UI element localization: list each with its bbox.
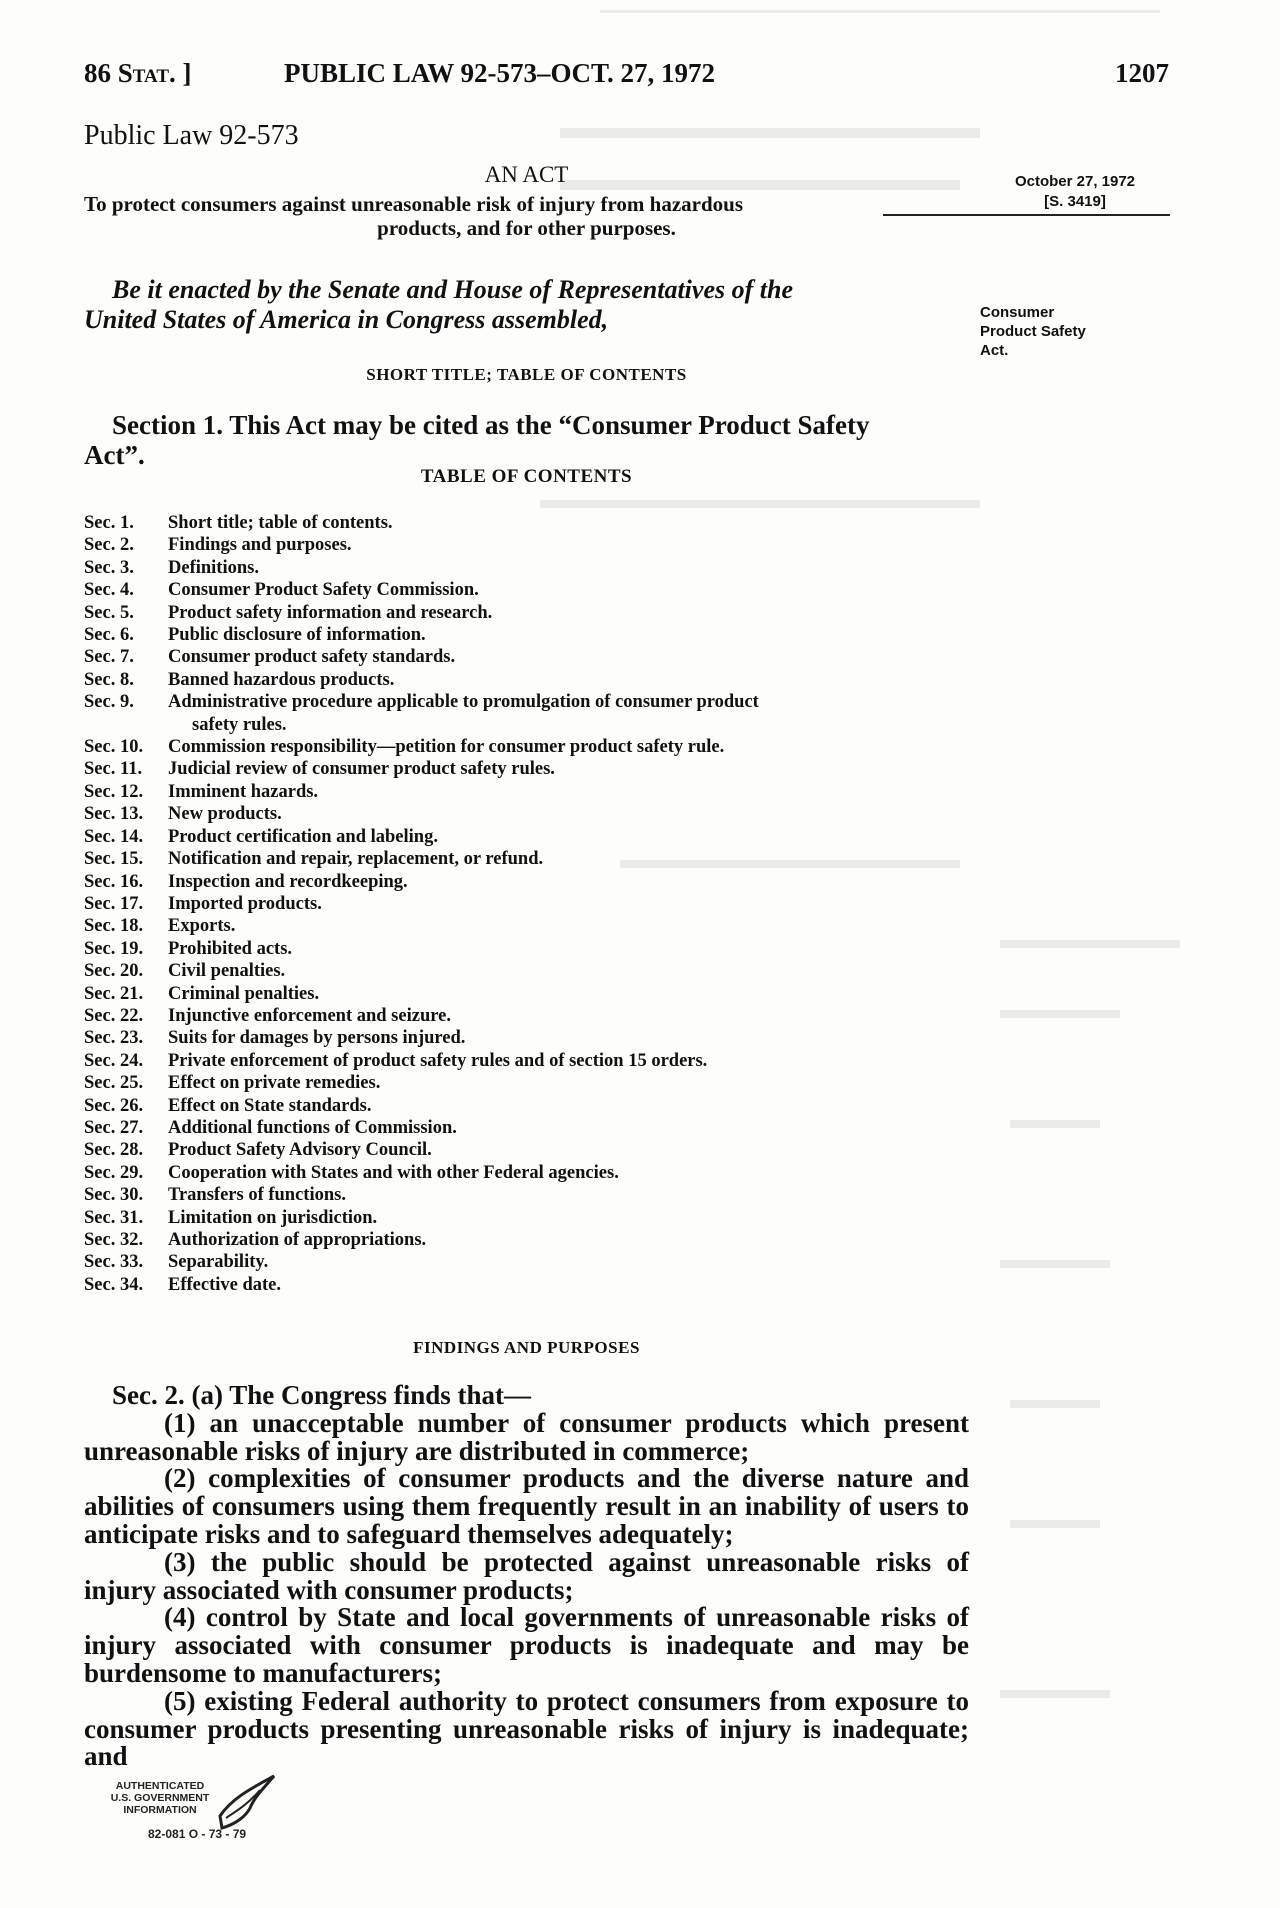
toc-entry	[84, 893, 984, 915]
toc-section-title: Product certification and labeling.	[168, 826, 438, 847]
toc-entry	[84, 1005, 984, 1027]
stamp-line: INFORMATION	[123, 1804, 197, 1816]
act-purpose	[84, 192, 969, 240]
toc-entry	[84, 579, 984, 601]
toc-entry	[84, 848, 984, 870]
toc-section-number: Sec. 1.	[84, 513, 134, 533]
toc-section-number: Sec. 6.	[84, 625, 134, 646]
toc-section-number: Sec. 19.	[84, 938, 144, 959]
volume-reference: 86 Stat. ]	[84, 58, 192, 88]
toc-section-title: Banned hazardous products.	[168, 669, 395, 690]
margin-date-box	[980, 172, 1170, 212]
toc-section-title: New products.	[168, 804, 282, 825]
toc-heading: TABLE OF CONTENTS	[420, 466, 633, 487]
toc-section-number: Sec. 27.	[84, 1117, 144, 1138]
section-1	[84, 410, 969, 470]
table-of-contents	[84, 512, 984, 1296]
toc-entry	[84, 602, 984, 624]
toc-entry	[84, 1251, 984, 1273]
section-1-line-1: Section 1. This Act may be cited as the “Consumer Product Safety	[112, 410, 870, 440]
connector-rule	[883, 214, 980, 216]
toc-section-title: Commission responsibility—petition for consumer product safety rule.	[168, 737, 725, 758]
toc-section-title: Prohibited acts.	[168, 938, 293, 959]
margin-note-act-name	[980, 303, 1150, 360]
public-law-title: Public Law 92-573	[84, 120, 299, 151]
toc-section-title: Separability.	[168, 1252, 269, 1273]
toc-section-number: Sec. 24.	[84, 1050, 144, 1071]
toc-section-title: Injunctive enforcement and seizure.	[168, 1005, 451, 1026]
footer-code: 82-081 O - 73 - 79	[148, 1827, 247, 1841]
margin-rule	[980, 214, 1170, 216]
toc-entry	[84, 871, 984, 893]
toc-section-number: Sec. 11.	[84, 759, 143, 780]
toc-section-title: Inspection and recordkeeping.	[168, 871, 408, 892]
enacting-clause	[84, 275, 969, 335]
toc-entry	[84, 915, 984, 937]
toc-entry	[84, 983, 984, 1005]
margin-note-line: Product Safety	[980, 323, 1086, 340]
running-header	[84, 58, 1169, 98]
toc-entry	[84, 1162, 984, 1184]
toc-entry	[84, 534, 984, 556]
toc-section-title: Suits for damages by persons injured.	[168, 1028, 466, 1049]
toc-entry	[84, 960, 984, 982]
toc-entry	[84, 646, 984, 668]
toc-section-title: Cooperation with States and with other Federal agencies.	[168, 1162, 619, 1183]
toc-section-number: Sec. 3.	[84, 557, 134, 578]
toc-entry	[84, 1027, 984, 1049]
toc-section-title: Definitions.	[168, 557, 259, 578]
toc-entry	[84, 669, 984, 691]
toc-entry	[84, 1274, 984, 1296]
purpose-line-2: products, and for other purposes.	[377, 216, 676, 240]
toc-entry	[84, 938, 984, 960]
toc-section-number: Sec. 22.	[84, 1005, 144, 1026]
page-number: 1207	[1115, 58, 1169, 88]
toc-section-title: Transfers of functions.	[168, 1185, 346, 1206]
toc-entry	[84, 512, 984, 534]
toc-section-title: Imported products.	[168, 893, 322, 914]
toc-section-number: Sec. 12.	[84, 781, 144, 802]
purpose-line-1: To protect consumers against unreasonable risk of injury from hazardous	[84, 192, 744, 216]
toc-section-number: Sec. 32.	[84, 1230, 144, 1250]
section-2-body	[84, 1382, 969, 1771]
toc-section-title: Product Safety Advisory Council.	[168, 1140, 432, 1161]
toc-section-title-continued: safety rules.	[192, 714, 287, 735]
finding-item: (1) an unacceptable number of consumer products which present unreasonable risks of injury are distributed in commerce;	[84, 1407, 969, 1466]
toc-section-number: Sec. 26.	[84, 1095, 144, 1116]
findings-heading: FINDINGS AND PURPOSES	[413, 1338, 640, 1357]
toc-section-title: Effect on private remedies.	[168, 1073, 381, 1094]
toc-section-number: Sec. 13.	[84, 804, 144, 825]
toc-entry	[84, 691, 984, 736]
section-2-intro: Sec. 2. (a) The Congress finds that—	[112, 1380, 532, 1410]
toc-section-title: Civil penalties.	[168, 961, 286, 982]
an-act-label: AN ACT	[484, 162, 569, 187]
finding-item: (4) control by State and local governments of unreasonable risks of injury associated with consumer products is inadequate and may be burdensome to manufacturers;	[84, 1602, 969, 1688]
toc-section-title: Product safety information and research.	[168, 602, 493, 623]
toc-section-number: Sec. 28.	[84, 1140, 144, 1161]
toc-entry	[84, 1229, 984, 1251]
toc-entry	[84, 758, 984, 780]
toc-section-number: Sec. 25.	[84, 1073, 144, 1094]
toc-entry	[84, 803, 984, 825]
margin-note-line: Act.	[980, 342, 1009, 359]
toc-section-title: Administrative procedure applicable to promulgation of consumer product	[168, 692, 759, 713]
finding-item: (3) the public should be protected against unreasonable risks of injury associated with consumer products;	[84, 1546, 969, 1605]
toc-section-number: Sec. 31.	[84, 1207, 144, 1228]
stamp-line: AUTHENTICATED	[115, 1780, 205, 1792]
margin-note-line: Consumer	[980, 304, 1055, 321]
toc-section-title: Consumer Product Safety Commission.	[168, 580, 479, 601]
toc-section-number: Sec. 15.	[84, 849, 144, 870]
section-1-line-2: Act”.	[84, 440, 145, 470]
toc-section-title: Notification and repair, replacement, or refund.	[168, 849, 544, 870]
margin-bill-number: [S. 3419]	[1044, 193, 1106, 210]
toc-section-number: Sec. 7.	[84, 647, 134, 668]
enacting-line-1: Be it enacted by the Senate and House of Representatives of the	[112, 275, 793, 304]
toc-entry	[84, 624, 984, 646]
short-title-heading: SHORT TITLE; TABLE OF CONTENTS	[366, 365, 687, 384]
enacting-line-2: United States of America in Congress assembled,	[84, 305, 609, 334]
toc-section-number: Sec. 23.	[84, 1028, 144, 1049]
header-title: PUBLIC LAW 92-573–OCT. 27, 1972	[284, 58, 716, 88]
toc-entry	[84, 1139, 984, 1161]
finding-item: (2) complexities of consumer products and the diverse nature and abilities of consumers using them frequently result in an inability of users to anticipate risks and to safeguard themselves adequately;	[84, 1463, 969, 1549]
toc-section-title: Effect on State standards.	[168, 1095, 372, 1116]
toc-section-number: Sec. 16.	[84, 871, 144, 892]
toc-section-title: Findings and purposes.	[168, 535, 352, 556]
toc-section-title: Criminal penalties.	[168, 983, 320, 1004]
toc-section-title: Limitation on jurisdiction.	[168, 1207, 378, 1228]
toc-section-title: Exports.	[168, 916, 236, 937]
toc-section-number: Sec. 8.	[84, 669, 134, 690]
gpo-authentication-stamp	[105, 1780, 215, 1816]
toc-entry	[84, 1207, 984, 1229]
stamp-line: U.S. GOVERNMENT	[110, 1792, 210, 1804]
toc-entry	[84, 1117, 984, 1139]
toc-section-number: Sec. 20.	[84, 961, 144, 982]
toc-section-number: Sec. 17.	[84, 893, 144, 914]
toc-section-number: Sec. 21.	[84, 983, 144, 1004]
toc-section-number: Sec. 14.	[84, 826, 144, 847]
toc-section-number: Sec. 4.	[84, 580, 134, 601]
toc-section-title: Short title; table of contents.	[168, 513, 393, 533]
toc-entry	[84, 826, 984, 848]
toc-section-number: Sec. 18.	[84, 916, 144, 937]
toc-entry	[84, 1072, 984, 1094]
toc-section-number: Sec. 5.	[84, 602, 134, 623]
toc-entry	[84, 781, 984, 803]
toc-section-title: Public disclosure of information.	[168, 625, 426, 646]
toc-section-number: Sec. 33.	[84, 1252, 144, 1273]
toc-section-title: Judicial review of consumer product safety rules.	[168, 759, 555, 780]
toc-section-title: Imminent hazards.	[168, 781, 319, 802]
toc-section-number: Sec. 10.	[84, 737, 144, 758]
toc-section-title: Private enforcement of product safety rules and of section 15 orders.	[168, 1050, 708, 1071]
toc-entry	[84, 1184, 984, 1206]
toc-section-number: Sec. 30.	[84, 1185, 144, 1206]
toc-entry	[84, 557, 984, 579]
toc-section-number: Sec. 9.	[84, 692, 134, 713]
toc-entry	[84, 1050, 984, 1072]
toc-section-title: Authorization of appropriations.	[168, 1230, 427, 1250]
toc-entry	[84, 1095, 984, 1117]
toc-section-title: Consumer product safety standards.	[168, 647, 456, 668]
toc-entry	[84, 736, 984, 758]
finding-item: (5) existing Federal authority to protect consumers from exposure to consumer products presenting unreasonable risks of injury is inadequate; and	[84, 1685, 969, 1772]
toc-section-number: Sec. 29.	[84, 1162, 144, 1183]
toc-section-number: Sec. 2.	[84, 535, 134, 556]
toc-section-number: Sec. 34.	[84, 1274, 144, 1295]
toc-section-title: Effective date.	[168, 1274, 282, 1295]
margin-date: October 27, 1972	[1014, 173, 1136, 190]
toc-section-title: Additional functions of Commission.	[168, 1117, 457, 1138]
